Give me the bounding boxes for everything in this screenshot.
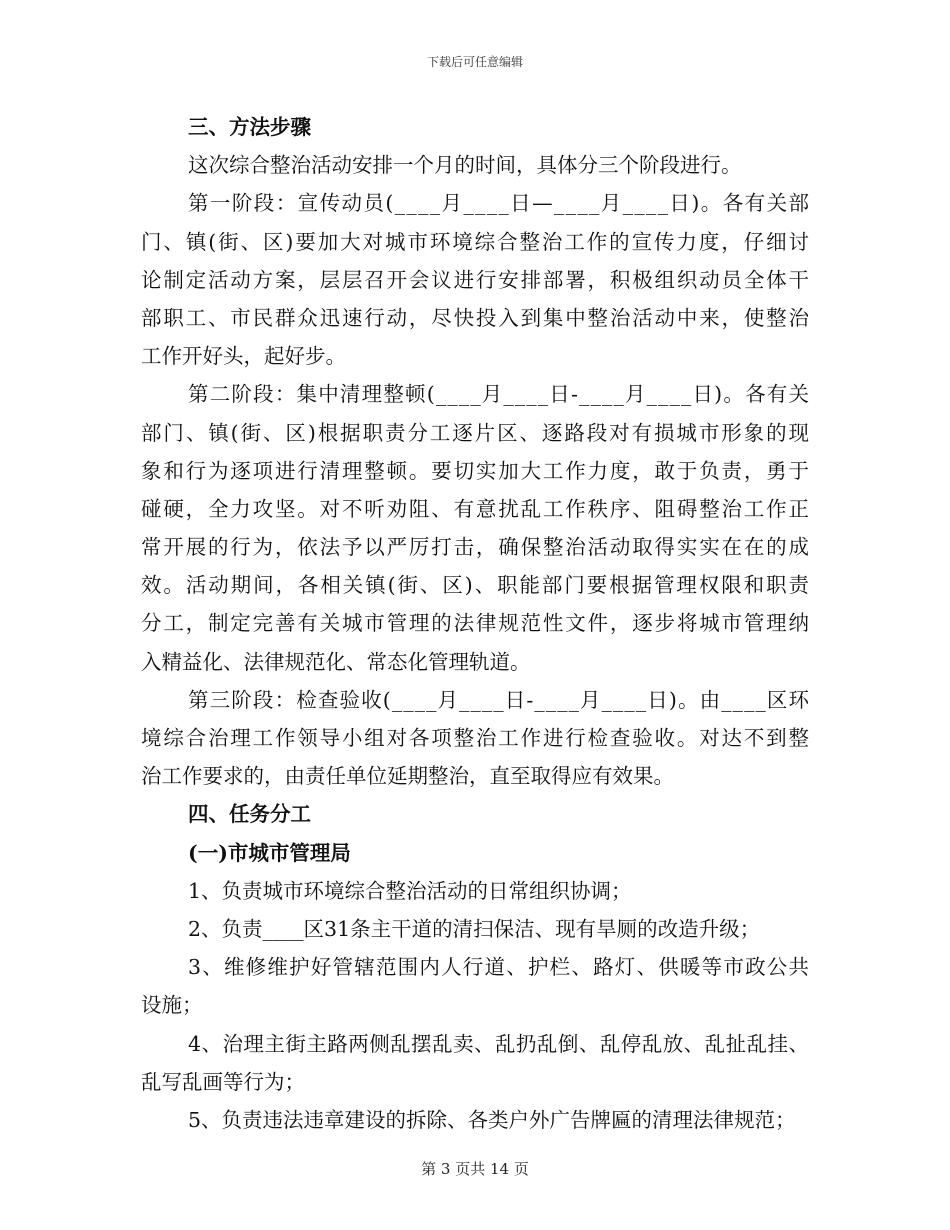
body-text-line: 这次综合整治活动安排一个月的时间，具体分三个阶段进行。 — [188, 153, 742, 178]
body-text-line: 第二阶段：集中清理整顿(____月____日-____月____日)。各有关 — [188, 382, 811, 407]
body-text-line: 治工作要求的，由责任单位延期整治，直至取得应有效果。 — [141, 764, 674, 789]
body-text-line: 象和行为逐项进行清理整顿。要切实加大工作力度，敢于负责，勇于 — [141, 458, 811, 483]
document-body — [141, 108, 809, 1139]
page-header: 下载后可任意编辑 — [426, 55, 523, 69]
body-text-line: 入精益化、法律规范化、常态化管理轨道。 — [141, 649, 531, 674]
body-text-line: 论制定活动方案，层层召开会议进行安排部署，积极组织动员全体干 — [141, 267, 811, 292]
body-text-line: 效。活动期间，各相关镇(街、区)、职能部门要根据管理权限和职责 — [141, 573, 811, 598]
body-text-line: 门、镇(街、区)要加大对城市环境综合整治工作的宣传力度，仔细讨 — [141, 229, 811, 254]
body-text-line: 乱写乱画等行为； — [141, 1069, 305, 1094]
body-text-line: 部职工、市民群众迅速行动，尽快投入到集中整治活动中来，使整治 — [141, 305, 811, 330]
section-heading: 四、任务分工 — [188, 802, 311, 827]
section-heading: 三、方法步骤 — [188, 115, 311, 139]
body-text-line: 碰硬，全力攻坚。对不听劝阻、有意扰乱工作秩序、阻碍整治工作正 — [141, 496, 811, 521]
body-text-line: 第三阶段：检查验收(____月____日-____月____日)。由____区环 — [188, 687, 811, 712]
body-text-line: 设施； — [141, 993, 203, 1018]
body-text-line: 常开展的行为，依法予以严厉打击，确保整治活动取得实实在在的成 — [141, 535, 811, 560]
body-text-line: 第一阶段：宣传动员(____月____日—____月____日)。各有关部 — [188, 191, 811, 216]
body-text-line: 4、治理主街主路两侧乱摆乱卖、乱扔乱倒、乱停乱放、乱扯乱挂、 — [188, 1031, 810, 1056]
body-text-line: 2、负责____区31条主干道的清扫保洁、现有旱厕的改造升级； — [188, 916, 761, 941]
body-text-line: 工作开好头，起好步。 — [141, 344, 346, 369]
page-footer: 第 3 页共 14 页 — [421, 1160, 529, 1178]
body-text-line: 3、维修维护好管辖范围内人行道、护栏、路灯、供暖等市政公共 — [188, 955, 811, 980]
body-text-line: 部门、镇(街、区)根据职责分工逐片区、逐路段对有损城市形象的现 — [141, 420, 811, 445]
body-text-line: 境综合治理工作领导小组对各项整治工作进行检查验收。对达不到整 — [141, 726, 811, 750]
body-text-line: 5、负责违法违章建设的拆除、各类户外广告牌匾的清理法律规范； — [188, 1107, 796, 1132]
body-text-line: 1、负责城市环境综合整治活动的日常组织协调； — [188, 878, 632, 903]
body-text-line: 分工，制定完善有关城市管理的法律规范性文件，逐步将城市管理纳 — [141, 611, 811, 636]
section-heading: (一)市城市管理局 — [188, 840, 351, 865]
